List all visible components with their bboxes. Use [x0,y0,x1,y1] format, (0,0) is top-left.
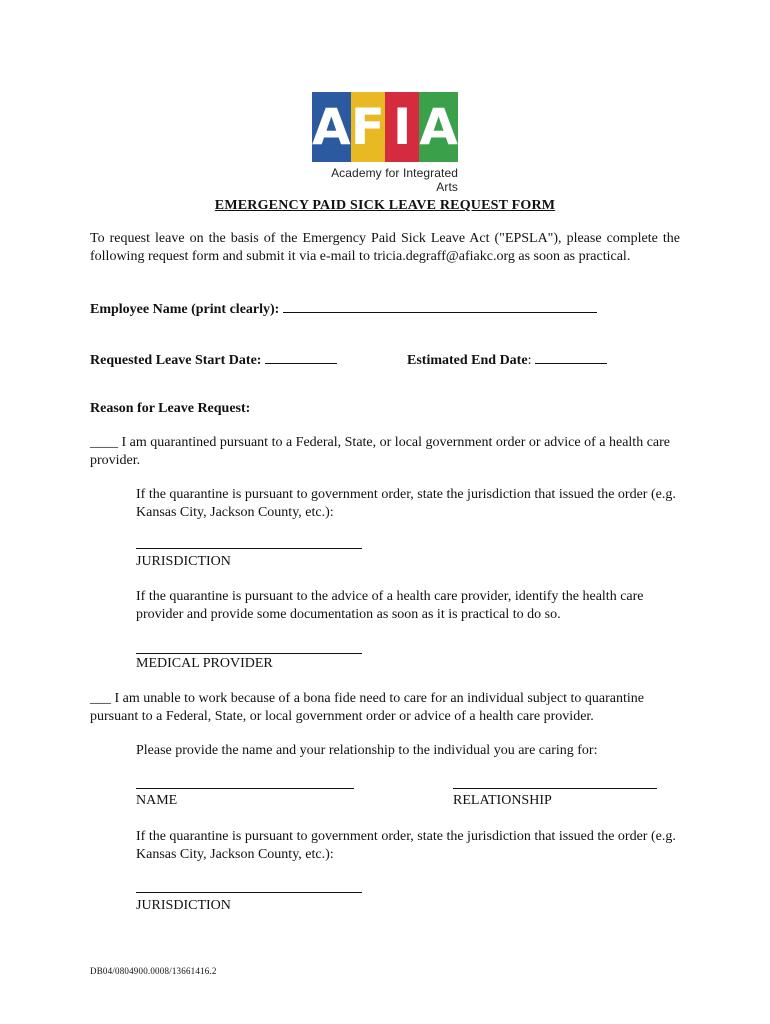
employee-name-label: Employee Name (print clearly): [90,302,280,317]
option1-text: I am quarantined pursuant to a Federal, State, or local government order or advice of a health care provider. [90,435,670,468]
employee-name-row [90,298,597,318]
logo-letter-a1: A [312,92,351,162]
option1-paragraph [90,434,680,469]
logo-letter-f: F [351,92,385,162]
option1-jurisdiction-line[interactable] [136,548,362,549]
option2-caring-instruction: Please provide the name and your relationship to the individual you are caring for: [136,743,598,758]
afia-logo [312,92,458,194]
option1-jurisdiction-instruction: If the quarantine is pursuant to government order, state the jurisdiction that issued the order (e.g. Kansas City, Jackson County, etc.): [136,487,676,520]
form-title: EMERGENCY PAID SICK LEAVE REQUEST FORM [214,198,556,213]
end-date-field[interactable] [535,349,607,364]
option2-jurisdiction-instruction: If the quarantine is pursuant to government order, state the jurisdiction that issued the order (e.g. Kansas City, Jackson County, etc.): [136,829,676,862]
option1-provider-label: MEDICAL PROVIDER [136,656,273,671]
option2-checkbox-blank[interactable]: ___ [90,691,111,706]
end-date-label: Estimated End Date [407,353,528,368]
employee-name-field[interactable] [283,298,597,313]
document-id: DB04/0804900.0008/13661416.2 [90,966,217,976]
start-date-row [90,349,337,369]
start-date-field[interactable] [265,349,337,364]
option1-jurisdiction-label: JURISDICTION [136,554,231,569]
option2-relationship-line[interactable] [453,788,657,789]
option2-jurisdiction-label: JURISDICTION [136,898,231,913]
logo-letter-a2: A [419,92,458,162]
option1-provider-line[interactable] [136,653,362,654]
logo-letter-blocks [312,92,458,162]
end-date-row [407,349,607,369]
reason-heading: Reason for Leave Request: [90,401,251,416]
option2-name-label: NAME [136,793,178,808]
option1-checkbox-blank[interactable]: ____ [90,435,118,450]
intro-paragraph: To request leave on the basis of the Emergency Paid Sick Leave Act ("EPSLA"), please complete the following request form and submit it via e-mail to tricia.degraff@afiakc.org as soon as practical. [90,231,680,264]
option2-relationship-label: RELATIONSHIP [453,793,552,808]
logo-letter-i: I [385,92,419,162]
option2-text: I am unable to work because of a bona fide need to care for an individual subject to quarantine pursuant to a Federal, State, or local government order or advice of a health care provider. [90,691,644,724]
option1-provider-instruction: If the quarantine is pursuant to the advice of a health care provider, identify the health care provider and provide some documentation as soon as it is practical to do so. [136,589,644,622]
end-date-colon: : [527,353,532,368]
option2-name-line[interactable] [136,788,354,789]
option2-jurisdiction-line[interactable] [136,892,362,893]
start-date-label: Requested Leave Start Date: [90,353,262,368]
logo-subtitle: Academy for Integrated Arts [331,166,458,194]
option2-paragraph [90,690,680,725]
